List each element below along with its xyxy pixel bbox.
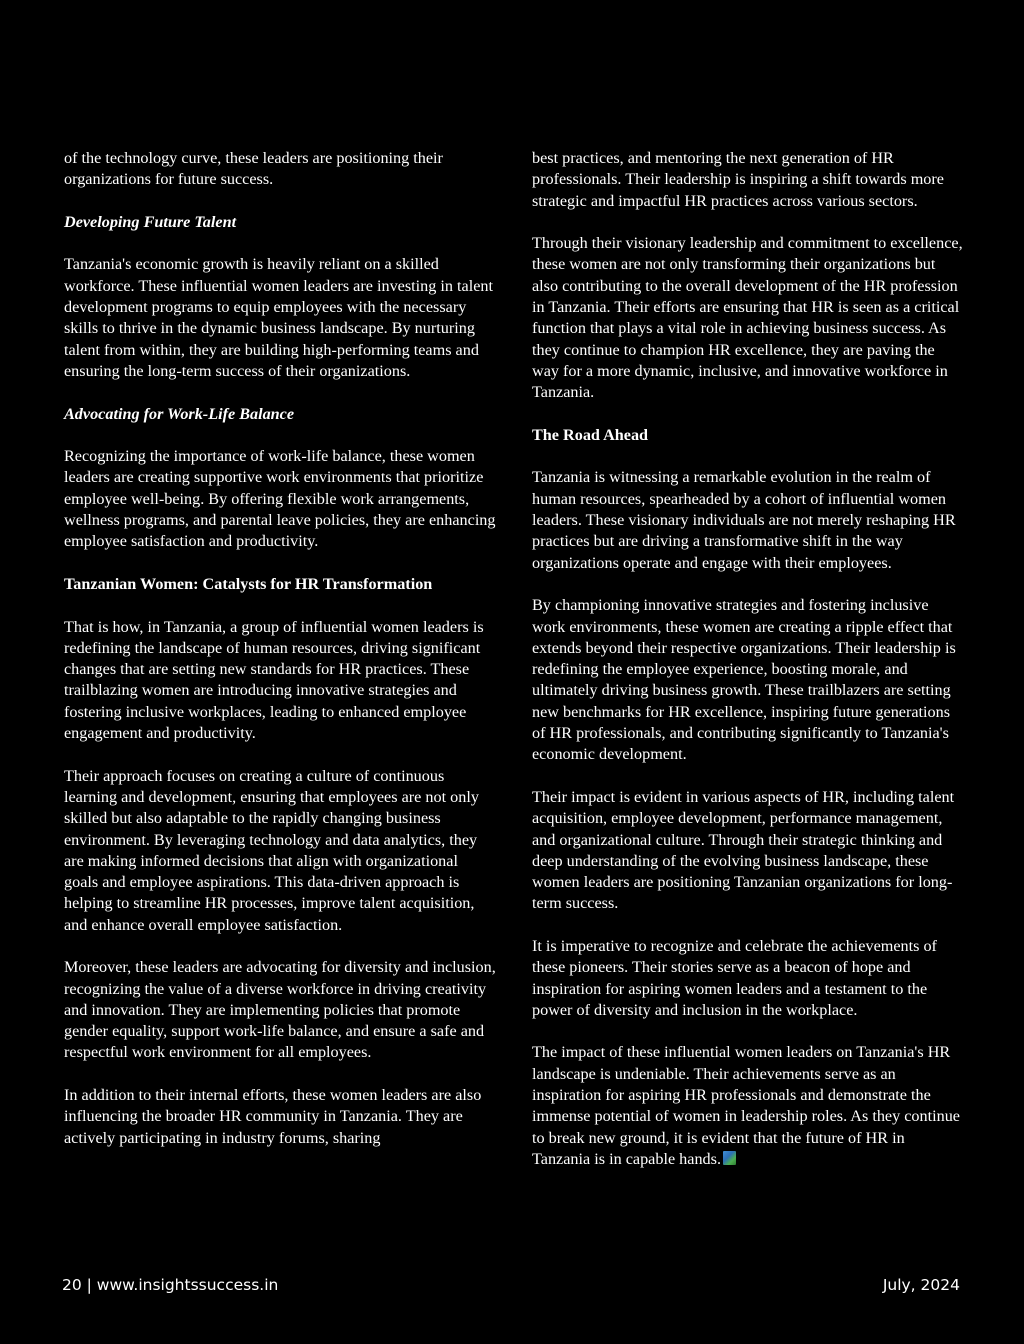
paragraph: In addition to their internal efforts, these women leaders are also influencing the broader HR community in Tanzania. They are actively participating in industry forums, sharing — [64, 1086, 482, 1147]
section-heading-road-ahead: The Road Ahead — [532, 425, 649, 444]
section-heading-catalysts: Tanzanian Women: Catalysts for HR Transformation — [64, 574, 433, 593]
paragraph: of the technology curve, these leaders are positioning their organizations for future success. — [64, 149, 443, 189]
footer-page-and-site: 20 | www.insightssuccess.in — [62, 1276, 279, 1294]
paragraph: Their approach focuses on creating a culture of continuous learning and development, ensuring that employees are not only skilled but also adaptable to the rapidly changing business environment. By leveraging technology and data analytics, they are making informed decisions that align with organizational goals and employee aspirations. This data-driven approach is helping to streamline HR processes, improve talent acquisition, and enhance overall employee satisfaction. — [64, 766, 479, 934]
paragraph: It is imperative to recognize and celebrate the achievements of these pioneers. Their stories serve as a beacon of hope and inspiration for aspiring women leaders and a testament to the power of diversity and inclusion in the workplace. — [532, 936, 937, 1019]
paragraph: That is how, in Tanzania, a group of influential women leaders is redefining the landscape of human resources, driving significant changes that are setting new standards for HR practices. These trailblazing women are introducing innovative strategies and fostering inclusive workplaces, leading to enhanced employee engagement and productivity. — [64, 617, 484, 743]
paragraph: Tanzania is witnessing a remarkable evolution in the realm of human resources, spearheaded by a cohort of influential women leaders. These visionary individuals are not merely reshaping HR practices but are driving a transformative shift in the way organizations operate and engage with their employees. — [532, 468, 956, 572]
paragraph-final — [532, 1042, 964, 1170]
paragraph: best practices, and mentoring the next generation of HR professionals. Their leadership is inspiring a shift towards more strategic and impactful HR practices across various sectors. — [532, 149, 944, 210]
right-column — [532, 148, 964, 1170]
section-heading-developing-future-talent: Developing Future Talent — [64, 212, 237, 231]
paragraph: Their impact is evident in various aspects of HR, including talent acquisition, employee development, performance management, and organizational culture. Through their strategic thinking and deep understanding of the evolving business landscape, these women leaders are positioning Tanzanian organizations for long-term success. — [532, 787, 955, 913]
section-heading-work-life-balance: Advocating for Work-Life Balance — [64, 404, 295, 423]
paragraph: Moreover, these leaders are advocating for diversity and inclusion, recognizing the value of a diverse workforce in driving creativity and innovation. They are implementing policies that promote gender equality, support work-life balance, and ensure a safe and respectful work environment for all employees. — [64, 958, 496, 1062]
paragraph: Tanzania's economic growth is heavily reliant on a skilled workforce. These influential women leaders are investing in talent development programs to equip employees with the necessary skills to thrive in the dynamic business landscape. By nurturing talent from within, they are building high-performing teams and ensuring the long-term success of their organizations. — [64, 255, 493, 380]
left-column — [64, 148, 496, 1149]
paragraph: Recognizing the importance of work-life balance, these women leaders are creating supportive work environments that prioritize employee well-being. By offering flexible work arrangements, wellness programs, and parental leave policies, they are enhancing employee satisfaction and productivity. — [64, 447, 496, 551]
page-footer — [62, 1276, 960, 1298]
footer-issue-date: July, 2024 — [882, 1276, 960, 1294]
paragraph: By championing innovative strategies and fostering inclusive work environments, these women are creating a ripple effect that extends beyond their respective organizations. Their leadership is redefining the employee experience, boosting morale, and ultimately driving business growth. These trailblazers are setting new benchmarks for HR excellence, inspiring future generations of HR professionals, and contributing significantly to Tanzania's economic development. — [532, 596, 956, 764]
paragraph: Through their visionary leadership and commitment to excellence, these women are not only transforming their organizations but also contributing to the overall development of the HR profession in Tanzania. Their efforts are ensuring that HR is seen as a critical function that plays a vital role in achieving business success. As they continue to champion HR excellence, they are paving the way for a more dynamic, inclusive, and innovative workforce in Tanzania. — [532, 234, 963, 402]
paragraph-text: The impact of these influential women leaders on Tanzania's HR landscape is undeniable. Their achievements serve as an inspiration for aspiring HR professionals and demonstrate the immense potential of women in leadership roles. As they continue to break new ground, it is evident that the future of HR in Tanzania is in capable hands. — [532, 1043, 960, 1168]
end-of-article-icon — [723, 1151, 736, 1165]
